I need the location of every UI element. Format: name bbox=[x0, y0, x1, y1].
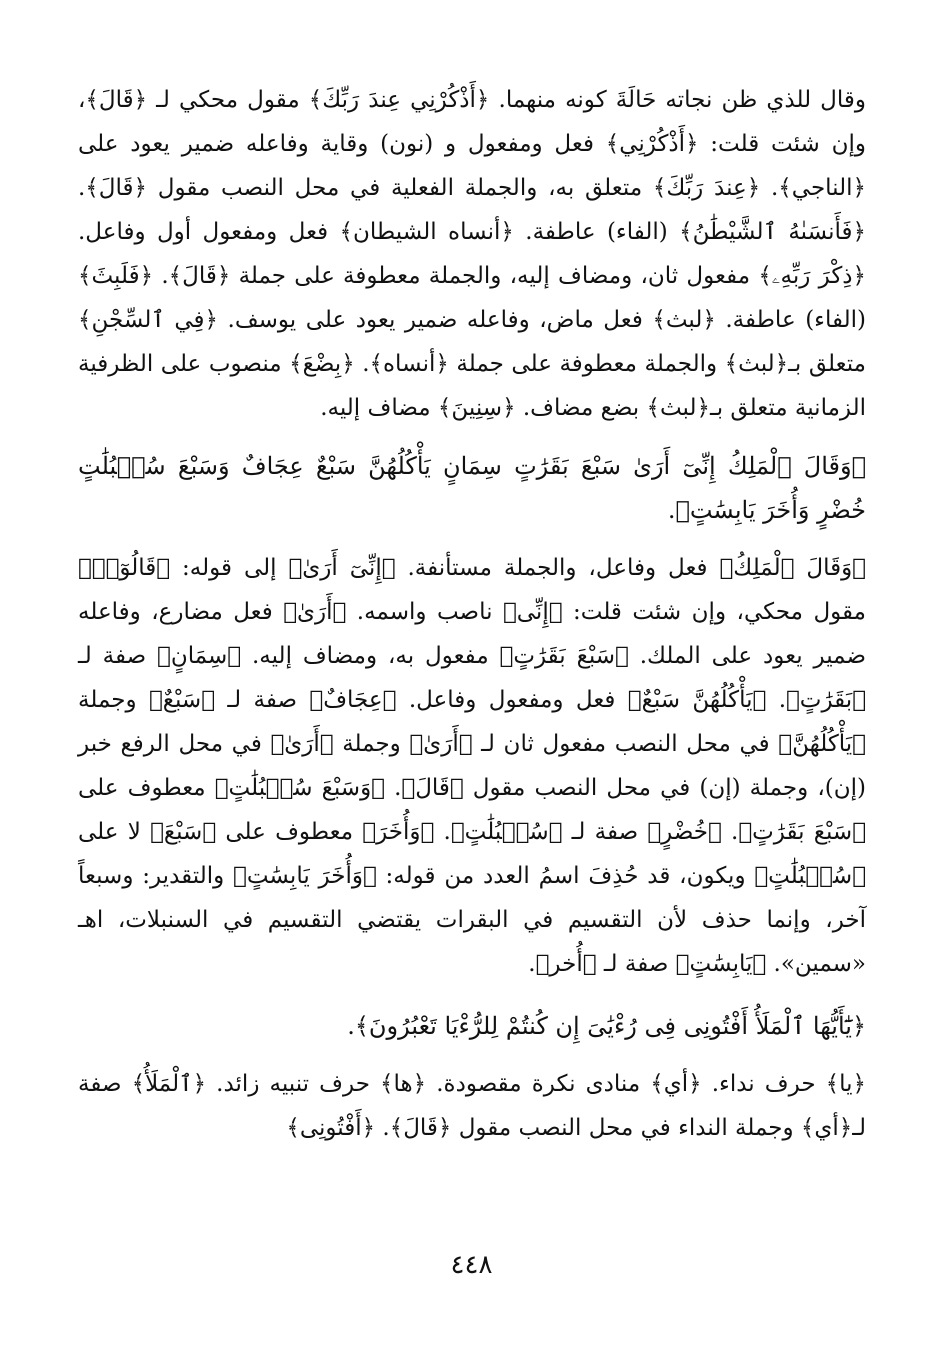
verse-2: ﴿يَٰٓأَيُّهَا ٱلْمَلَأُ أَفْتُونِى فِى رُءْيَٰىَ إِن كُنتُمْ لِلرُّءْيَا تَعْبُرُونَ﴾. bbox=[347, 1012, 866, 1040]
paragraph-1: وقال للذي ظن نجاته حَالَةَ كونه منهما. ﴿أَذْكُرْنِي عِندَ رَبِّكَ﴾ مقول محكي لـ ﴿قَالَ﴾، وإن شئت قلت: ﴿أَذْكُرْنِي﴾ فعل ومفعول و (نون) وقاية وفاعله ضمير يعود على ﴿الناجي﴾. ﴿عِندَ رَبِّكَ﴾ متعلق به، والجملة الفعلية في محل النصب مقول ﴿قَالَ﴾. ﴿فَأَنسَىٰهُ ٱلشَّيْطَٰنُ﴾ (الفاء) عاطفة. ﴿أنساه الشيطان﴾ فعل ومفعول أول وفاعل. ﴿ذِكْرَ رَبِّهِۦ﴾ مفعول ثان، ومضاف إليه، والجملة معطوفة على جملة ﴿قَالَ﴾. ﴿فَلَبِثَ﴾ (الفاء) عاطفة. ﴿لبث﴾ فعل ماض، وفاعله ضمير يعود على يوسف. ﴿فِي ٱلسِّجْنِ﴾ متعلق بـ﴿لبث﴾ والجملة معطوفة على جملة ﴿أنساه﴾. ﴿بِضْعَ﴾ منصوب على الظرفية الزمانية متعلق بـ﴿لبث﴾ بضع مضاف. ﴿سِنِينَ﴾ مضاف إليه. bbox=[78, 87, 866, 421]
page-body bbox=[78, 78, 866, 1150]
spacer bbox=[78, 1048, 866, 1062]
page-number: ٤٤٨ bbox=[450, 1250, 493, 1280]
spacer bbox=[78, 986, 866, 1004]
verse-1: ﴿وَقَالَ ٱلْمَلِكُ إِنِّىٓ أَرَىٰ سَبْعَ بَقَرَٰتٍ سِمَانٍ يَأْكُلُهُنَّ سَبْعٌ عِجَافٌ وَسَبْعَ سُنۢبُلَٰتٍ خُضْرٍ وَأُخَرَ يَابِسَٰتٍ﴾. bbox=[78, 452, 866, 524]
paragraph-2: ﴿وَقَالَ ٱلْمَلِكُ﴾ فعل وفاعل، والجملة مستأنفة. ﴿إِنِّىٓ أَرَىٰ﴾ إلى قوله: ﴿قَالُوٓا۟﴾ مقول محكي، وإن شئت قلت: ﴿إِنِّى﴾ ناصب واسمه. ﴿أَرَىٰ﴾ فعل مضارع، وفاعله ضمير يعود على الملك. ﴿سَبْعَ بَقَرَٰتٍ﴾ مفعول به، ومضاف إليه. ﴿سِمَانٍ﴾ صفة لـ ﴿بَقَرَٰتٍ﴾. ﴿يَأْكُلُهُنَّ سَبْعٌ﴾ فعل ومفعول وفاعل. ﴿عِجَافٌ﴾ صفة لـ ﴿سَبْعٌ﴾ وجملة ﴿يَأْكُلُهُنَّ﴾ في محل النصب مفعول ثان لـ ﴿أَرَىٰ﴾ وجملة ﴿أَرَىٰ﴾ في محل الرفع خبر (إن)، وجملة (إن) في محل النصب مقول ﴿قَالَ﴾. ﴿وَسَبْعَ سُنۢبُلَٰتٍ﴾ معطوف على ﴿سَبْعَ بَقَرَٰتٍ﴾. ﴿خُضْرٍ﴾ صفة لـ ﴿سُنۢبُلَٰتٍ﴾. ﴿وَأُخَرَ﴾ معطوف على ﴿سَبْعَ﴾ لا على ﴿سُنۢبُلَٰتٍ﴾ ويكون، قد حُذِفَ اسمُ العدد من قوله: ﴿وَأُخَرَ يَابِسَٰتٍ﴾ والتقدير: وسبعاً آخر، وإنما حذف لأن التقسيم في البقرات يقتضي التقسيم في السنبلات، اهـ «سمين». ﴿يَابِسَٰتٍ﴾ صفة لـ ﴿أُخر﴾. bbox=[78, 555, 866, 977]
spacer bbox=[78, 532, 866, 546]
paragraph-3: ﴿يا﴾ حرف نداء. ﴿أي﴾ منادى نكرة مقصودة. ﴿ها﴾ حرف تنبيه زائد. ﴿ٱلْمَلَأُ﴾ صفة لـ﴿أي﴾ وجملة النداء في محل النصب مقول ﴿قَالَ﴾. ﴿أَفْتُونِى﴾ bbox=[78, 1071, 866, 1141]
spacer bbox=[78, 430, 866, 444]
